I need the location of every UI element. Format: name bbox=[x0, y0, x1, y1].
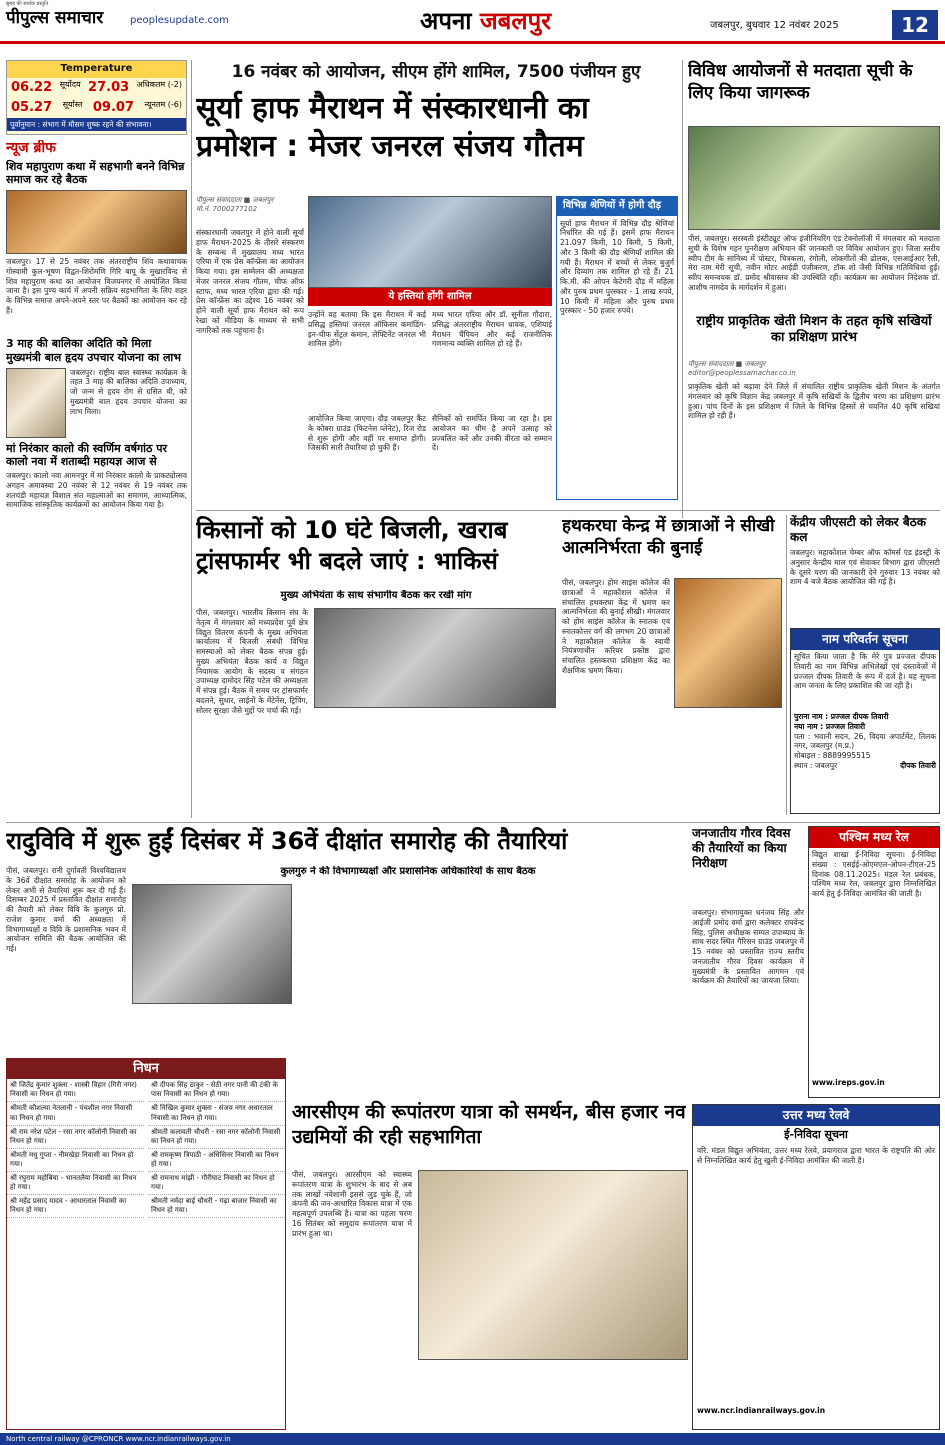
weather-box bbox=[6, 60, 187, 135]
section-title-b: जबलपुर bbox=[479, 7, 552, 35]
column-rule bbox=[786, 515, 787, 815]
main-photo bbox=[308, 196, 552, 288]
obituary-item: श्रीमती कौशल्या नेतलानी - पंचशील नगर निवासी का निधन हो गया। bbox=[7, 1102, 144, 1125]
name-change-place: स्थान : जबलपुर bbox=[794, 760, 838, 770]
rdvv-subhead: कुलगुरु ने की विभागाध्यक्षों और प्रशासनिक अधिकारियों के साथ बैठक bbox=[280, 866, 536, 877]
max-temp-label: अधिकतम (-2) bbox=[136, 79, 182, 89]
obituary-item: श्रीमती कलावती चौधरी - रसा नगर कॉलोनी निवासी का निधन हो गया। bbox=[148, 1126, 285, 1149]
rail-north-body: वरि. मंडल विद्युत अभियंता, उत्तर मध्य रेलवे, प्रयागराज द्वारा भारत के राष्ट्रपति की ओर से निम्नलिखित कार्य हेतु खुली ई-निविदा आमंत्रित की जाती है। bbox=[697, 1145, 935, 1165]
main-byline: पीपुल्स संवाददाता ■ जबलपुर bbox=[196, 196, 274, 204]
rail-west-notice bbox=[808, 826, 940, 1098]
section-rule bbox=[6, 822, 940, 823]
electricity-headline[interactable]: किसानों को 10 घंटे बिजली, खराब ट्रांसफार्मर भी बदले जाएं : भाकिसं bbox=[196, 516, 508, 576]
voters-photo bbox=[688, 126, 940, 230]
column-rule bbox=[682, 60, 683, 518]
brief-2-wrap bbox=[6, 368, 187, 438]
sunset-time: 05.27 bbox=[11, 99, 53, 115]
min-temp: 09.07 bbox=[92, 99, 134, 115]
brief-3-body: जबलपुर। कालो नवा आमनपुर में मां निरंकार कालो के प्राकट्योत्सव अगहन अमावस्या 20 नवंबर से 12 नवंबर से 19 नवंबर तक शतचंडी महायज्ञ विशाल संत महात्माओं का समागम, आध्यात्मिक, सामाजिक सांस्कृतिक कार्यक्रमों का आयोजन किया गया है। bbox=[6, 471, 187, 510]
obituary-item: श्री रामकृष्ण त्रिपाठी - अधिसिनर निवासी का निधन हो गया। bbox=[148, 1149, 285, 1172]
name-change-mobile: मोबाइल : 8889995515 bbox=[794, 751, 871, 760]
obituary-item: श्री निखिल कुमार शुक्ला - संजय नगर अधारताल निवासी का निधन हो गया। bbox=[148, 1102, 285, 1125]
sunrise-time: 06.22 bbox=[11, 79, 53, 95]
main-photo-caption: ये हस्तियां होंगी शामिल bbox=[308, 288, 552, 306]
handloom-headline-box bbox=[562, 515, 782, 571]
weather-forecast: पूर्वानुमान : संभाग में मौसम शुष्क रहने की संभावना। bbox=[7, 118, 186, 131]
handloom-body: पीसं, जबलपुर। होम साइंस कॉलेज की छात्राओं ने महाकौशल कॉलेज में संचालित हथकरघा केंद्र में भ्रमण कर आत्मनिर्भरता की बुनाई सीखी। मंगलवार को होम साइंस कॉलेज के स्नातक एवं स्नातकोत्तर वर्ग की लगभग 20 छात्राओं ने महाकौशल कॉलेज के स्वायी नियंत्रणाधीन करियर प्रकोष्ठ द्वारा संचालित हस्तकरघा प्रशिक्षण केंद्र का शैक्षणिक भ्रमण किया। bbox=[562, 578, 670, 675]
rdvv-headline-box bbox=[6, 826, 686, 864]
main-col-6: सैनिकों को समर्पित किया जा रहा है। इस आयोजन का थीम है अपने उत्साह को प्रज्वलित करें और उनकी वीरता को सम्मान दें। bbox=[432, 414, 552, 453]
gst-box bbox=[790, 515, 940, 625]
section-title bbox=[420, 6, 551, 36]
max-temp: 27.03 bbox=[88, 79, 130, 95]
name-change-sign bbox=[791, 761, 939, 771]
name-change-notice bbox=[790, 628, 940, 814]
main-mobile: मो.नं. 7000277102 bbox=[196, 204, 258, 213]
obituary-item: श्रीमती नर्मदा बाई चौधरी - गढ़ा बाजार निवासी का निधन हो गया। bbox=[148, 1195, 285, 1218]
race-categories-box bbox=[556, 196, 678, 500]
obituary-item: श्री दीपक सिंह ठाकुर - सेठी नगर पानी की टंकी के पास निवासी का निधन हो गया। bbox=[148, 1079, 285, 1102]
brief-2-body: जबलपुर। राष्ट्रीय बाल स्वास्थ्य कार्यक्रम के तहत 3 माह की बालिका अदिति उपाध्याय, जो जन्म से हृदय रोग से ग्रसित थी, को मुख्यमंत्री बाल हृदय उपचार योजना का लाभ मिला। bbox=[70, 367, 187, 416]
name-change-addr: पता : भवानी सदन, 26, विदया अपार्टमेंट, तिलक नगर, जबलपुर (म.प्र.) bbox=[794, 731, 936, 751]
main-col-3: उन्होंने यह बताया कि इस मैराथन में कई प्रसिद्ध हस्तियां जनरल ऑफिसर कमांडिंग-इन-चीफ सेंट्रल कमान, लेफ्टिनेंट जनरल भी शामिल होंगे। bbox=[308, 310, 426, 349]
rail-north-url[interactable]: www.ncr.indianrailways.gov.in bbox=[697, 1405, 826, 1415]
electricity-photo bbox=[314, 608, 556, 708]
rail-north-title: उत्तर मध्य रेलवे bbox=[693, 1105, 939, 1126]
farming-byline-box bbox=[688, 360, 940, 378]
main-byline-box bbox=[196, 196, 304, 222]
page-header bbox=[0, 0, 945, 44]
section-title-a: अपना bbox=[420, 7, 472, 35]
brief-2-headline[interactable]: 3 माह की बालिका अदिति को मिला मुख्यमंत्री बाल हृदय उपचार योजना का लाभ bbox=[6, 337, 182, 364]
electricity-body: पीसं, जबलपुर। भारतीय किसान संघ के नेतृत्व में मंगलवार को मध्यप्रदेश पूर्व क्षेत्र विद्युत वितरण कंपनी के मुख्य अभियंता कार्यालय में बिजली संबंधी विभिन्न समस्याओं को लेकर बैठक संपन्न हुई। मुख्य अभियंता बैठक कार्य व विद्युत नियामक आयोग के सदस्य व संगठन उपाध्यक्ष दामोदर सिंह पटेल की अध्यक्षता में संपन्न हुई। बैठक में समय पर ट्रांसफार्मर बदलने, सुधार, लाईनों के मेंटेनेंस, ट्रिपिंग, सोलर सुरक्षा जैसे मुद्दों पर चर्चा की गई। bbox=[196, 608, 308, 715]
rcm-body: पीसं, जबलपुर। आरसीएम को स्वास्थ्य रूपांतरण यात्रा के शुभारंभ के बाद से अब तक लाखों नयेशामी इससे जुड़ चुके हैं, जो कंपनी की जन-आधारित विकास यात्रा में एक महत्वपूर्ण उपलब्धि है। यात्रा का पहला चरण 16 सितंबर को समुदाय रूपांतरण यात्रा में प्रारंभ हुआ था। bbox=[292, 1170, 412, 1238]
section-rule bbox=[196, 510, 940, 511]
name-change-body: सूचित किया जाता है कि मेरे पुत्र प्रज्जल दीपक तिवारी का नाम विभिन्न अभिलेखों एवं दस्तावेजों में प्रज्जल दीपक तिवारी के रूप में दर्ज है। यह सूचना आम जनता के लिए प्रकाशित की जा रही है। bbox=[794, 652, 936, 691]
main-kicker-text: 16 नवंबर को आयोजन, सीएम होंगे शामिल, 7500 पंजीयन हुए bbox=[231, 62, 641, 82]
page-number: 12 bbox=[892, 10, 938, 40]
main-byline-name: पीपुल्स संवाददाता bbox=[196, 196, 242, 204]
rail-north-subtitle: ई-निविदा सूचना bbox=[784, 1128, 848, 1141]
obituary-item: श्री जितेंद्र कुमार शुक्ला - शास्त्री विहार (गिरी नगर) निवासी का निधन हो गया। bbox=[7, 1079, 144, 1102]
brief-1-body: जबलपुर। 17 से 25 नवंबर तक अंतरराष्ट्रीय शिव कथावाचक गोस्वामी कुल-भूषण विद्वत-शिरोमणि गिरि बापू के मुखारविन्द से शिव महापुराण कथा का आयोजन विजयनगर में आयोजित किया जाना है। इस पुण्य कार्य में अपनी सक्रिय सहभागिता के लिए शहर के विभिन्न समाज अपने-अपने स्तर पर बैठकों का आयोजन कर रहे हैं। bbox=[6, 257, 187, 315]
tribal-headline[interactable]: जनजातीय गौरव दिवस की तैयारियों का किया निरीक्षण bbox=[692, 826, 791, 870]
obituary-item: श्रीमती मधु गुप्ता - नीमखेड़ा निवासी का निधन हो गया। bbox=[7, 1149, 144, 1172]
voters-headline-box bbox=[688, 60, 940, 124]
weather-row-1 bbox=[7, 78, 186, 98]
handloom-photo bbox=[674, 578, 782, 708]
column-rule bbox=[191, 60, 192, 818]
farming-body: प्राकृतिक खेती को बढ़ावा देने जिले में संचालित राष्ट्रीय प्राकृतिक खेती मिशन के अंतर्गत मंगलवार को कृषि विज्ञान केंद्र जबलपुर में कृषि सखियों के द्वितीय चरण का प्रशिक्षण प्रारंभ हुआ। पांच दिनों के इस प्रशिक्षण में जिले के विभिन्न हिस्सों से चयनित 40 कृषि सखियां शामिल हो रही हैं। bbox=[688, 382, 940, 421]
farming-headline[interactable]: राष्ट्रीय प्राकृतिक खेती मिशन के तहत कृषि सखियों का प्रशिक्षण प्रारंभ bbox=[696, 314, 932, 346]
rail-west-title: पश्चिम मध्य रेल bbox=[809, 827, 939, 848]
electricity-subhead-box bbox=[196, 590, 556, 604]
rdvv-photo bbox=[132, 884, 292, 1004]
name-change-title: नाम परिवर्तन सूचना bbox=[791, 629, 939, 650]
site-link[interactable]: peoplesupdate.com bbox=[130, 15, 229, 26]
race-categories-body: सूर्या हाफ मैराथन में विभिन्न दौड़ श्रेणियां निर्धारित की गई हैं। इसमें हाफ मैराथन 21.097 किमी, 10 किमी, 5 किमी, और 3 किमी की दौड़ श्रेणियाँ शामिल की गयी हैं। मैराथन में बच्चों से लेकर बुजुर्ग और दिव्यांग तक शामिल हो रहे हैं। 21 कि.मी. की ओपन केटेगरी दौड़ में महिला और पुरुष प्रथम पुरस्कार - 1 लाख रुपये, 10 किमी में महिला और पुरुष प्रथम पुरस्कार - 50 हजार रुपये। bbox=[560, 218, 674, 316]
rdvv-headline[interactable]: रादुविवि में शुरू हुईं दिसंबर में 36वें दीक्षांत समारोह की तैयारियां bbox=[6, 827, 568, 855]
footer-bar: North central railway @CPRONCR www.ncr.indianrailways.gov.in bbox=[0, 1433, 945, 1445]
obituary-item: श्री राम नरेश पटेल - रसा नगर कॉलोनी निवासी का निधन हो गया। bbox=[7, 1126, 144, 1149]
tribal-headline-box bbox=[692, 826, 804, 906]
brief-1-photo bbox=[6, 190, 187, 254]
sunrise-label: सूर्योदय bbox=[59, 79, 81, 89]
main-headline[interactable]: सूर्या हाफ मैराथन में संस्कारधानी का प्रमोशन : मेजर जनरल संजय गौतम bbox=[196, 91, 589, 164]
name-change-new: नया नाम : प्रज्जल तिवारी bbox=[794, 721, 866, 731]
rcm-photo bbox=[418, 1170, 688, 1360]
obituary-item: श्री रघुराम महोबिया - भानतलैया निवासी का निधन हो गया। bbox=[7, 1172, 144, 1195]
brand-tagline: सुबह की सार्थक प्रस्तुति bbox=[6, 1, 49, 7]
rcm-headline[interactable]: आरसीएम की रूपांतरण यात्रा को समर्थन, बीस हजार नव उद्यमियों की रही सहभागिता bbox=[292, 1101, 686, 1148]
rail-north-notice bbox=[692, 1104, 940, 1430]
tribal-body: जबलपुर। संभागायुक्त धनंजय सिंह और आईजी प्रमोद वर्मा द्वारा कलेक्टर राघवेन्द्र सिंह, पुलिस अधीक्षक सम्पत उपाध्याय के साथ सदर स्थित गैरिसन ग्राउंड जबलपुर में 15 नवंबर को प्रस्तावित राज्य स्तरीय जनजातीय गौरव दिवस कार्यक्रम में मुख्यमंत्री के प्रस्तावित आगमन एवं कार्यक्रम की तैयारियों का जायजा लिया। bbox=[692, 908, 804, 986]
name-change-signer: दीपक तिवारी bbox=[900, 760, 936, 770]
brief-2-photo bbox=[6, 368, 66, 438]
obituary-item: श्री रामनाथ मांझी - गौरीघाट निवासी का निधन हो गया। bbox=[148, 1172, 285, 1195]
main-headline-box bbox=[196, 90, 676, 190]
electricity-subhead: मुख्य अभियंता के साथ संभागीय बैठक कर रखी मांग bbox=[280, 590, 472, 601]
farming-byline-city: जबलपुर bbox=[744, 360, 766, 368]
sunset-label: सूर्यास्त bbox=[62, 99, 83, 109]
obituary-item: श्री महेंद्र प्रसाद यादव - आधारताल निवासी का निधन हो गया। bbox=[7, 1195, 144, 1218]
race-categories-head: विभिन्न श्रेणियों में होगी दौड़ bbox=[557, 197, 677, 216]
obituary-grid bbox=[7, 1079, 285, 1218]
news-brief-column bbox=[6, 140, 187, 580]
name-change-old: पुराना नाम : प्रज्जल दीपक तिवारी bbox=[794, 712, 889, 721]
main-col-1: संस्कारधानी जबलपुर में होने वाली सूर्या हाफ मैराथन-2025 के तीसरे संस्करण के सम्बन्ध में मुख्यालय मध्य भारत एरिया में एक प्रेस कॉन्फ्रेंस का आयोजन किया गया। इस सम्मेलन की अध्यक्षता मेजर जनरल संजय गौतम, चीफ ऑफ स्टाफ, मध्य भारत एरिया द्वारा की गई। प्रेस कॉन्फ्रेंस का उद्देश्य 16 नवंबर को होने वाली सूर्या हाफ मैराथन को रूप रेखा को मीडिया के माध्यम से सभी नागरिकों तक पहुंचाना है। bbox=[196, 228, 304, 335]
brief-3-headline[interactable]: मां निरंकार कालो की स्वर्णिम वर्षगांठ पर कालो नवा में शताब्दी महायज्ञ आज से bbox=[6, 441, 167, 469]
gst-body: जबलपुर। महाकोशल चेम्बर ऑफ कॉमर्स एंड इंडस्ट्री के अनुसार केन्द्रीय माल एवं सेवाकर विभाग द्वारा जीएसटी के दूसरे चरण की जानकारी देने गुरुवार 13 नवंबर को शाम 4 बजे बैठक आयोजित की गई है। bbox=[790, 548, 940, 587]
brief-1-headline[interactable]: शिव महापुराण कथा में सहभागी बनने विभिन्न समाज कर रहे बैठक bbox=[6, 159, 185, 187]
main-kicker bbox=[196, 62, 676, 84]
rdvv-subhead-box bbox=[130, 866, 686, 880]
voters-body: पीसं, जबलपुर। सरस्वती इंस्टीट्यूट ऑफ इंजीनियरिंग एंड टेक्नोलॉजी में मंगलवार को मतदाता सूची के विशेष गहन पुनरीक्षण अभियान की जानकारी पर विविध आयोजन हुए। जिला स्तरीय स्वीप टीम के सानिध्य में पोस्टर, चित्रकला, रंगोली, लोकगीतों की ढोलक, एसआईआर रैली, मेरा नाम मेरी सूची, नवीन मोटर आईडी पंजीकरण, टॉक शो जैसी विभिन्न गतिविधियां हुईं। स्वीप समन्वयक डॉ. प्रमोद श्रीवास्तव की उपस्थिति रही। कार्यक्रम का आयोजन निदेशक डॉ. आशीष नामदेव के मार्गदर्शन में हुआ। bbox=[688, 234, 940, 292]
rcm-headline-box bbox=[292, 1100, 686, 1164]
electricity-headline-box bbox=[196, 515, 556, 587]
farming-email[interactable]: editor@peoplessamachar.co.in bbox=[688, 368, 796, 377]
dateline: जबलपुर, बुधवार 12 नवंबर 2025 bbox=[710, 20, 839, 31]
rail-west-url[interactable]: www.ireps.gov.in bbox=[812, 1078, 885, 1087]
farming-byline: पीपुल्स संवाददाता ■ जबलपुर bbox=[688, 360, 766, 368]
main-col-5: आयोजित किया जाएगा। दौड़ जबलपुर कैंट के कोबरा ग्राउंड (फिटनेस प्लेनेट), रिज रोड से शुरू होगी और वहीं पर समाप्त होगी। जिसकी सारी तैयारियां हो चुकी हैं। bbox=[308, 414, 426, 453]
rail-west-body: विद्युत शाखा ई-निविदा सूचना। ई-निविदा संख्या : एसईई-ओएमएल-ओपन-टीएल-25 दिनांक 08.11.2025। मंडल रेल प्रबंधक, पश्चिम मध्य रेल, जबलपुर द्वारा निम्नलिखित कार्य हेतु ई-निविदा आमंत्रित की जाती है। bbox=[812, 850, 936, 898]
farming-headline-box bbox=[688, 314, 940, 358]
main-byline-city: जबलपुर bbox=[252, 196, 274, 204]
voters-headline[interactable]: विविध आयोजनों से मतदाता सूची के लिए किया जागरूक bbox=[688, 61, 913, 104]
weather-row-2 bbox=[7, 98, 186, 118]
obituary-title: निधन bbox=[7, 1059, 285, 1079]
handloom-headline[interactable]: हथकरघा केन्द्र में छात्राओं ने सीखी आत्मनिर्भरता की बुनाई bbox=[562, 516, 775, 559]
min-temp-label: न्यूनतम (-6) bbox=[144, 99, 182, 109]
main-col-4: मध्य भारत एरिया और डॉ. सुनीता गौदारा, प्रसिद्ध अंतरराष्ट्रीय मैराथन धावक, एशियाई मैराथन चैंपियन और कई राजनीतिक गणमान्य व्यक्ति शामिल हो रहे हैं। bbox=[432, 310, 552, 349]
farming-byline-name: पीपुल्स संवाददाता bbox=[688, 360, 734, 368]
rdvv-body: पीसं, जबलपुर। रानी दुर्गावती विश्वविद्यालय के 36वें दीक्षांत समारोह के आयोजन को लेकर अभी से तैयारियां शुरू कर दी गई हैं। दिसम्बर 2025 में प्रस्तावित दीक्षांत समारोह की तैयारी को लेकर विवि के कुलगुरु प्रो. राजेश कुमार वर्मा की अध्यक्षता में विभागाध्यक्षों व विवि के प्रशासनिक भवन में आयोजन समिति की बैठक आयोजित की गई। bbox=[6, 866, 126, 953]
weather-title: Temperature bbox=[7, 61, 186, 78]
brand-logo[interactable]: पीपुल्स समाचार bbox=[6, 8, 104, 28]
gst-headline[interactable]: केंद्रीय जीएसटी को लेकर बैठक कल bbox=[790, 515, 926, 544]
obituary-box bbox=[6, 1058, 286, 1430]
news-brief-label: न्यूज ब्रीफ bbox=[6, 140, 56, 156]
